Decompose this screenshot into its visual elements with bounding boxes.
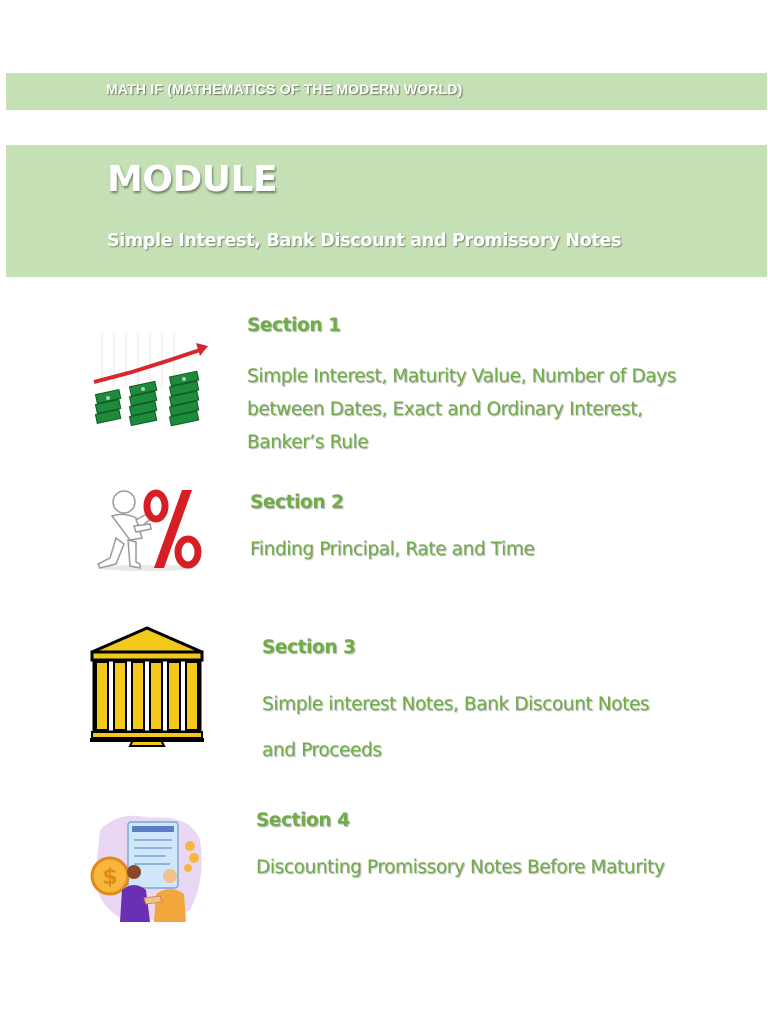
svg-text:$: $ <box>102 865 118 890</box>
promissory-note-handshake-icon <box>90 810 206 926</box>
section-3-line: Simple interest Notes, Bank Discount Notes <box>262 694 650 715</box>
section-4-description <box>256 855 665 881</box>
module-subtitle: Simple Interest, Bank Discount and Promissory Notes <box>107 231 622 251</box>
section-4-line: Discounting Promissory Notes Before Maturity <box>256 857 665 878</box>
section-3-description <box>262 682 649 774</box>
person-pushing-percent-icon <box>90 486 205 572</box>
module-title: MODULE <box>107 159 278 200</box>
course-title: MATH IF (MATHEMATICS OF THE MODERN WORLD) <box>106 81 463 97</box>
section-1-line: Banker’s Rule <box>247 432 369 453</box>
section-1-line: Simple Interest, Maturity Value, Number of Days <box>247 366 677 387</box>
money-growth-chart-icon <box>92 326 210 432</box>
section-2-title: Section 2 <box>250 492 344 513</box>
section-3-title: Section 3 <box>262 637 356 658</box>
section-2-line: Finding Principal, Rate and Time <box>250 539 535 560</box>
module-header <box>6 145 767 277</box>
bank-building-icon <box>90 626 204 748</box>
course-banner <box>6 73 767 110</box>
section-3-line: and Proceeds <box>262 740 382 761</box>
section-1-description <box>247 360 676 459</box>
section-1-title: Section 1 <box>247 315 341 336</box>
section-2-description <box>250 537 534 563</box>
section-1-line: between Dates, Exact and Ordinary Interest, <box>247 399 643 420</box>
section-4-title: Section 4 <box>256 810 350 831</box>
